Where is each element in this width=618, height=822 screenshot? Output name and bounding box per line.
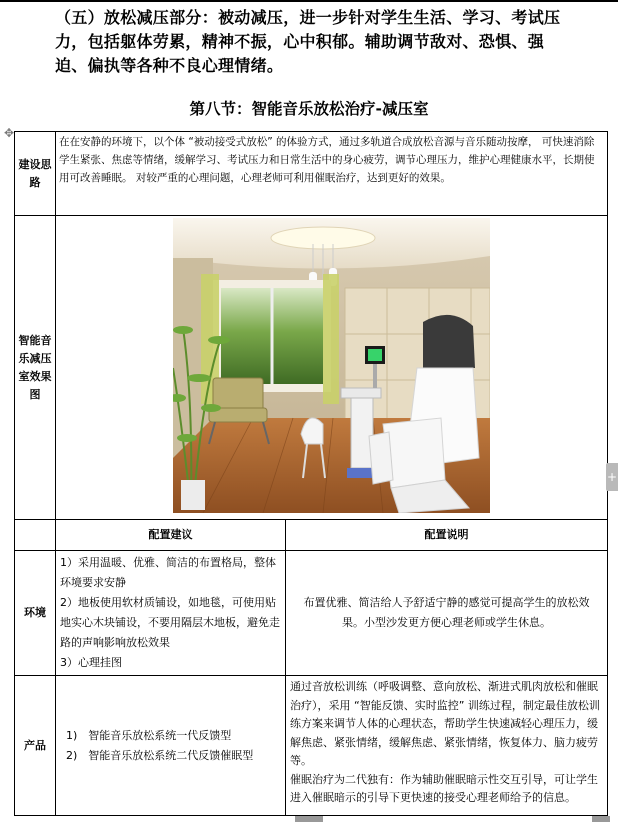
product-suggestions [56, 676, 286, 816]
add-side-icon[interactable]: + [606, 463, 618, 491]
bottom-mark-left [295, 816, 323, 822]
environment-suggestion-2: 2）地板使用软材质铺设，如地毯，可使用贴地实心木块铺设，不要用隔层木地板，避免走路的声响影响放松效果 [60, 596, 280, 649]
environment-note: 布置优雅、简洁给人予舒适宁静的感觉可提高学生的放松效果。小型沙发更方便心理老师或学生休息。 [286, 551, 608, 676]
room-photo [173, 218, 490, 513]
product-notes [286, 676, 608, 816]
effect-photo-cell [56, 216, 608, 520]
section-title: 第八节：智能音乐放松治疗-减压室 [189, 100, 429, 118]
environment-label: 环境 [15, 551, 56, 676]
header-row [15, 520, 608, 551]
product-row [15, 676, 608, 816]
config-table [14, 131, 608, 816]
product-label: 产品 [15, 676, 56, 816]
product-suggestion-2: 2) 智能音乐放松系统二代反馈催眠型 [66, 748, 254, 762]
environment-suggestion-1: 1）采用温暖、优雅、简洁的布置格局，整体环境要求安静 [60, 556, 276, 589]
header-config-note: 配置说明 [286, 520, 608, 551]
environment-suggestion-3: 3）心理挂图 [60, 656, 122, 669]
design-text: 在在安静的环境下，以个体 “被动接受式放松” 的体验方式，通过多轨道合成放松音源与音乐随动按摩， 可快速消除学生紧张、焦虑等情绪，缓解学习、考试压力和日常生活中的身心疲劳，调节心理压力，维护心理健康水平，长期使用可改善睡眠。 对较严重的心理问题，心理老师可利用催眠治疗，达到更好的效果。 [56, 132, 608, 216]
environment-row [15, 551, 608, 676]
design-label: 建设思路 [15, 132, 56, 216]
design-row [15, 132, 608, 216]
top-rule [0, 0, 618, 2]
header-config-suggestion: 配置建议 [56, 520, 286, 551]
product-suggestion-1: 1) 智能音乐放松系统一代反馈型 [66, 728, 232, 742]
effect-label: 智能音乐减压室效果图 [15, 216, 56, 520]
product-note-2: 催眠治疗为二代独有：作为辅助催眠暗示性交互引导，可让学生进入催眠暗示的引导下更快速的接受心理老师给予的信息。 [290, 772, 598, 804]
header-blank [15, 520, 56, 551]
intro-paragraph: （五）放松减压部分：被动减压，进一步针对学生生活、学习、考试压力，包括躯体劳累，精神不振，心中积郁。辅助调节敌对、恐惧、强迫、偏执等各种不良心理情绪。 [55, 8, 561, 75]
effect-row [15, 216, 608, 520]
product-note-1: 通过音放松训练（呼吸调整、意向放松、渐进式肌肉放松和催眠治疗），采用 “智能反馈、实时监控” 训练过程，制定最佳放松训练方案来调节人体的心理状态，帮助学生快速减轻心理压力，缓解焦虑、紧张情绪，缓解焦虑、紧张情绪，恢复体力、脑力疲劳等。 [290, 680, 600, 767]
environment-suggestions [56, 551, 286, 676]
bottom-mark-right [592, 816, 610, 822]
page-bottom-marks [0, 816, 618, 822]
move-handle-icon[interactable]: ✥ [3, 126, 15, 140]
